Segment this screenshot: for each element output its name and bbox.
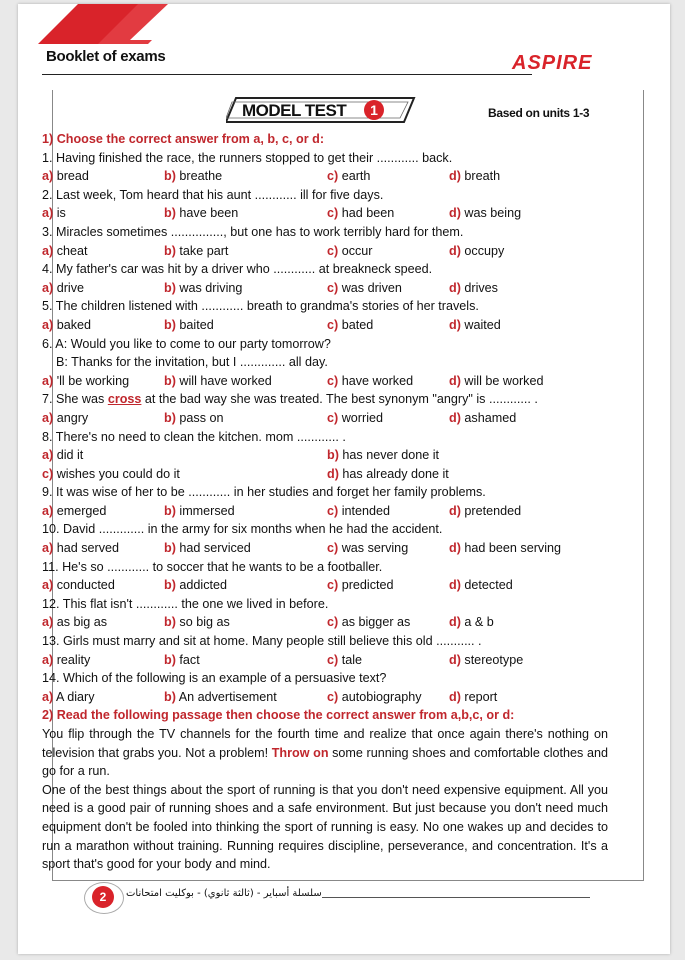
header-divider — [42, 74, 532, 75]
option-letter: c) — [327, 615, 339, 630]
option-letter: b) — [164, 243, 176, 258]
option-text: fact — [179, 652, 200, 667]
option-letter: d) — [449, 243, 461, 258]
answer-option-d[interactable] — [327, 465, 449, 484]
answer-option-d[interactable] — [449, 651, 523, 670]
option-text: has never done it — [342, 448, 440, 463]
option-text: autobiography — [341, 689, 422, 704]
answer-option-d[interactable] — [449, 613, 494, 632]
question-stem: 6. A: Would you like to come to our party tomorrow? — [42, 336, 331, 351]
option-letter: a) — [42, 280, 54, 295]
booklet-label: Booklet of exams — [46, 48, 166, 65]
answer-option-b[interactable] — [164, 502, 235, 521]
red-corner-stripes — [18, 4, 218, 84]
question-stem — [42, 390, 602, 409]
option-text: detected — [464, 578, 513, 593]
answer-option-a[interactable] — [42, 167, 89, 186]
option-text: predicted — [341, 578, 394, 593]
option-text: bated — [341, 317, 374, 332]
option-letter: b) — [164, 689, 176, 704]
question-stem: 11. He's so ............ to soccer that he wants to be a footballer. — [42, 559, 383, 574]
option-letter: c) — [327, 317, 339, 332]
option-text: as big as — [56, 615, 108, 630]
answer-option-b[interactable] — [164, 576, 227, 595]
aspire-logo — [510, 48, 610, 76]
option-text: had been — [341, 206, 395, 221]
option-text: tale — [341, 652, 363, 667]
answer-option-c[interactable] — [327, 651, 362, 670]
option-text: ashamed — [464, 410, 517, 425]
option-text: breath — [464, 169, 501, 184]
option-text: will be worked — [464, 373, 544, 388]
options-row — [42, 167, 602, 186]
options-row — [42, 204, 602, 223]
passage-highlight: Throw on — [271, 745, 329, 760]
option-letter: d) — [449, 206, 461, 221]
section-1-heading: 1) Choose the correct answer from a, b, c, or d: — [42, 132, 325, 146]
question-stem: 14. Which of the following is an example of a persuasive text? — [42, 671, 387, 686]
answer-option-a[interactable] — [42, 204, 66, 223]
section-2-heading: 2) Read the following passage then choose the correct answer from a,b,c, or d: — [42, 708, 515, 723]
option-letter: b) — [164, 503, 176, 518]
option-letter: a) — [42, 578, 54, 593]
option-letter: d) — [327, 466, 339, 481]
answer-option-a[interactable] — [42, 539, 119, 558]
option-letter: d) — [449, 410, 461, 425]
option-text: was being — [464, 206, 522, 221]
option-text: drive — [56, 280, 84, 295]
answer-option-b[interactable] — [164, 651, 200, 670]
option-text: An advertisement — [178, 689, 277, 704]
option-text: pass on — [179, 410, 224, 425]
options-row — [42, 688, 602, 707]
option-letter: a) — [42, 541, 54, 556]
option-letter: d) — [449, 541, 461, 556]
answer-option-c[interactable] — [42, 465, 180, 484]
option-letter: a) — [42, 448, 54, 463]
question-stem: 5. The children listened with ............ breath to grandma's stories of her travels. — [42, 299, 479, 314]
option-text: conducted — [56, 578, 115, 593]
answer-option-b[interactable] — [164, 409, 224, 428]
option-text: baked — [56, 317, 92, 332]
units-label: Based on units 1-3 — [488, 106, 590, 120]
answer-option-c[interactable] — [327, 576, 394, 595]
option-letter: a) — [42, 410, 54, 425]
question-stem: 8. There's no need to clean the kitchen. mom ............ . — [42, 429, 346, 444]
option-text: earth — [341, 169, 371, 184]
answer-option-b[interactable] — [164, 242, 228, 261]
option-text: as bigger as — [341, 615, 411, 630]
options-row — [42, 242, 602, 261]
option-letter: d) — [449, 578, 461, 593]
option-letter: b) — [164, 541, 176, 556]
option-letter: d) — [449, 615, 461, 630]
option-letter: c) — [327, 280, 339, 295]
options-row — [42, 613, 602, 632]
option-letter: b) — [327, 448, 339, 463]
answer-option-a[interactable] — [42, 651, 90, 670]
option-text: emerged — [56, 503, 107, 518]
question-stem-line-2: B: Thanks for the invitation, but I ............. all day. — [56, 355, 328, 370]
option-letter: b) — [164, 373, 176, 388]
answer-option-d[interactable] — [449, 576, 513, 595]
answer-option-c[interactable] — [327, 688, 422, 707]
option-text: baited — [179, 317, 214, 332]
option-letter: a) — [42, 503, 54, 518]
option-text: had been serving — [464, 541, 562, 556]
option-text: worried — [341, 410, 383, 425]
option-text: 'll be working — [56, 373, 130, 388]
question-stem: 2. Last week, Tom heard that his aunt ............ ill for five days. — [42, 187, 384, 202]
answer-option-d[interactable] — [449, 204, 521, 223]
option-letter: c) — [327, 652, 339, 667]
option-text: angry — [56, 410, 89, 425]
passage-paragraph-1 — [42, 725, 608, 781]
answer-option-c[interactable] — [327, 167, 370, 186]
passage-p1-post: some running shoes and comfortable clothes and go for a run. — [42, 745, 608, 779]
option-letter: a) — [42, 652, 54, 667]
options-row — [42, 372, 602, 391]
answer-option-a[interactable] — [42, 613, 107, 632]
option-letter: c) — [42, 466, 54, 481]
question-stem: 12. This flat isn't ............ the one we lived in before. — [42, 596, 329, 611]
options-row — [42, 446, 602, 465]
option-text: breathe — [179, 169, 223, 184]
page-number: 2 — [92, 886, 114, 908]
options-row — [42, 409, 602, 428]
option-text: take part — [179, 243, 229, 258]
option-letter: b) — [164, 317, 176, 332]
model-test-number: 1 — [364, 100, 384, 120]
option-text: addicted — [179, 578, 228, 593]
option-letter: c) — [327, 410, 339, 425]
question-stem: 4. My father's car was hit by a driver who ............ at breakneck speed. — [42, 262, 433, 277]
question-stem: 10. David ............. in the army for six months when he had the accident. — [42, 522, 443, 537]
option-letter: c) — [327, 689, 339, 704]
option-letter: b) — [164, 578, 176, 593]
option-letter: a) — [42, 317, 54, 332]
option-letter: a) — [42, 206, 54, 221]
answer-option-a[interactable] — [42, 316, 91, 335]
answer-option-d[interactable] — [449, 502, 521, 521]
option-text: was serving — [341, 541, 409, 556]
option-letter: b) — [164, 169, 176, 184]
option-text: will have worked — [179, 373, 272, 388]
option-text: was driving — [179, 280, 243, 295]
answer-option-b[interactable] — [164, 279, 242, 298]
svg-text:ASPIRE: ASPIRE — [512, 52, 593, 74]
option-text: intended — [341, 503, 391, 518]
model-test-title: MODEL TEST — [242, 101, 347, 120]
answer-option-c[interactable] — [327, 316, 373, 335]
option-text: waited — [464, 317, 501, 332]
option-letter: b) — [164, 280, 176, 295]
options-row — [42, 576, 602, 595]
option-text: report — [464, 689, 498, 704]
answer-option-a[interactable] — [42, 279, 84, 298]
option-text: had served — [56, 541, 120, 556]
options-row — [42, 651, 602, 670]
footer-divider — [322, 897, 590, 898]
option-text: cheat — [56, 243, 88, 258]
options-row — [42, 279, 602, 298]
answer-option-a[interactable] — [42, 242, 88, 261]
answer-option-c[interactable] — [327, 372, 413, 391]
option-text: bread — [56, 169, 89, 184]
option-letter: a) — [42, 243, 54, 258]
question-list — [42, 149, 602, 707]
answer-option-b[interactable] — [164, 167, 222, 186]
answer-option-d[interactable] — [449, 688, 497, 707]
answer-option-d[interactable] — [449, 279, 498, 298]
question-stem: 13. Girls must marry and sit at home. Many people still believe this old ........... . — [42, 634, 482, 649]
option-letter: d) — [449, 689, 461, 704]
option-letter: d) — [449, 169, 461, 184]
option-letter: b) — [164, 615, 176, 630]
answer-option-c[interactable] — [327, 279, 402, 298]
answer-option-c[interactable] — [327, 204, 394, 223]
option-text: a & b — [464, 615, 494, 630]
answer-option-b[interactable] — [164, 316, 214, 335]
answer-option-b[interactable] — [164, 372, 272, 391]
option-letter: d) — [449, 652, 461, 667]
answer-option-d[interactable] — [449, 242, 504, 261]
answer-option-a[interactable] — [42, 446, 83, 465]
answer-option-a[interactable] — [42, 409, 88, 428]
answer-option-c[interactable] — [327, 613, 410, 632]
series-footer: سلسلة أسباير - (ثالثة ثانوي) - بوكليت امتحانات — [126, 888, 322, 899]
option-letter: c) — [327, 541, 339, 556]
option-letter: a) — [42, 615, 54, 630]
question-stem-text: at the bad way she was treated. The best synonym "angry" is ............ . — [141, 392, 538, 407]
option-letter: c) — [327, 503, 339, 518]
options-row — [42, 465, 602, 484]
option-letter: a) — [42, 373, 54, 388]
answer-option-d[interactable] — [449, 372, 543, 391]
answer-option-d[interactable] — [449, 539, 561, 558]
answer-option-a[interactable] — [42, 688, 95, 707]
option-letter: c) — [327, 243, 339, 258]
option-text: have worked — [341, 373, 414, 388]
option-text: was driven — [341, 280, 402, 295]
options-row — [42, 316, 602, 335]
underlined-word: cross — [107, 392, 142, 407]
exam-content — [42, 130, 608, 874]
question-stem-text: 7. She was — [42, 392, 108, 407]
question-stem: 3. Miracles sometimes ..............., but one has to work terribly hard for them. — [42, 224, 464, 239]
option-text: did it — [56, 448, 84, 463]
option-letter: a) — [42, 689, 54, 704]
option-text: immersed — [179, 503, 235, 518]
option-text: had serviced — [179, 541, 251, 556]
answer-option-a[interactable] — [42, 576, 115, 595]
answer-option-c[interactable] — [327, 242, 373, 261]
answer-option-c[interactable] — [327, 539, 408, 558]
passage-paragraph-2: One of the best things about the sport of running is that you don't need expensive equipment. All you need is a good pair of running shoes and a safe environment. But just because you don't need much equipment don't be fooled into thinking the sport of running is easy. No one wakes up and decides to run a marathon without training. Running requires discipline, perseverance, and concentration. It's a sport that's good for your body and mind. — [42, 782, 608, 872]
option-text: occupy — [464, 243, 505, 258]
answer-option-d[interactable] — [449, 167, 500, 186]
option-text: has already done it — [342, 466, 449, 481]
option-text: drives — [464, 280, 498, 295]
answer-option-c[interactable] — [327, 409, 383, 428]
option-text: occur — [341, 243, 373, 258]
question-stem: 9. It was wise of her to be ............ in her studies and forget her family problems. — [42, 485, 486, 500]
option-text: stereotype — [464, 652, 524, 667]
option-letter: b) — [164, 652, 176, 667]
option-text: reality — [56, 652, 91, 667]
answer-option-b[interactable] — [164, 539, 251, 558]
option-letter: d) — [449, 280, 461, 295]
option-letter: d) — [449, 373, 461, 388]
answer-option-d[interactable] — [449, 316, 501, 335]
answer-option-b[interactable] — [327, 446, 439, 465]
option-text: so big as — [179, 615, 230, 630]
answer-option-b[interactable] — [164, 204, 238, 223]
option-text: A diary — [56, 689, 95, 704]
option-letter: d) — [449, 503, 461, 518]
answer-option-a[interactable] — [42, 372, 129, 391]
option-letter: d) — [449, 317, 461, 332]
answer-option-b[interactable] — [164, 688, 277, 707]
passage-p1-pre: You flip through the TV channels for the fourth time and realize that once again there's nothing on television that grabs you. Not a problem! — [42, 727, 608, 760]
option-letter: c) — [327, 169, 339, 184]
option-letter: c) — [327, 578, 339, 593]
option-letter: a) — [42, 169, 54, 184]
answer-option-a[interactable] — [42, 502, 106, 521]
options-row — [42, 502, 602, 521]
question-stem: 1. Having finished the race, the runners stopped to get their ............ back. — [42, 150, 453, 165]
option-letter: c) — [327, 206, 339, 221]
answer-option-b[interactable] — [164, 613, 230, 632]
options-row — [42, 539, 602, 558]
answer-option-c[interactable] — [327, 502, 390, 521]
option-text: pretended — [464, 503, 522, 518]
option-letter: b) — [164, 410, 176, 425]
option-text: wishes you could do it — [56, 466, 180, 481]
option-text: is — [56, 206, 66, 221]
option-text: have been — [179, 206, 239, 221]
option-letter: b) — [164, 206, 176, 221]
option-letter: c) — [327, 373, 339, 388]
answer-option-d[interactable] — [449, 409, 516, 428]
